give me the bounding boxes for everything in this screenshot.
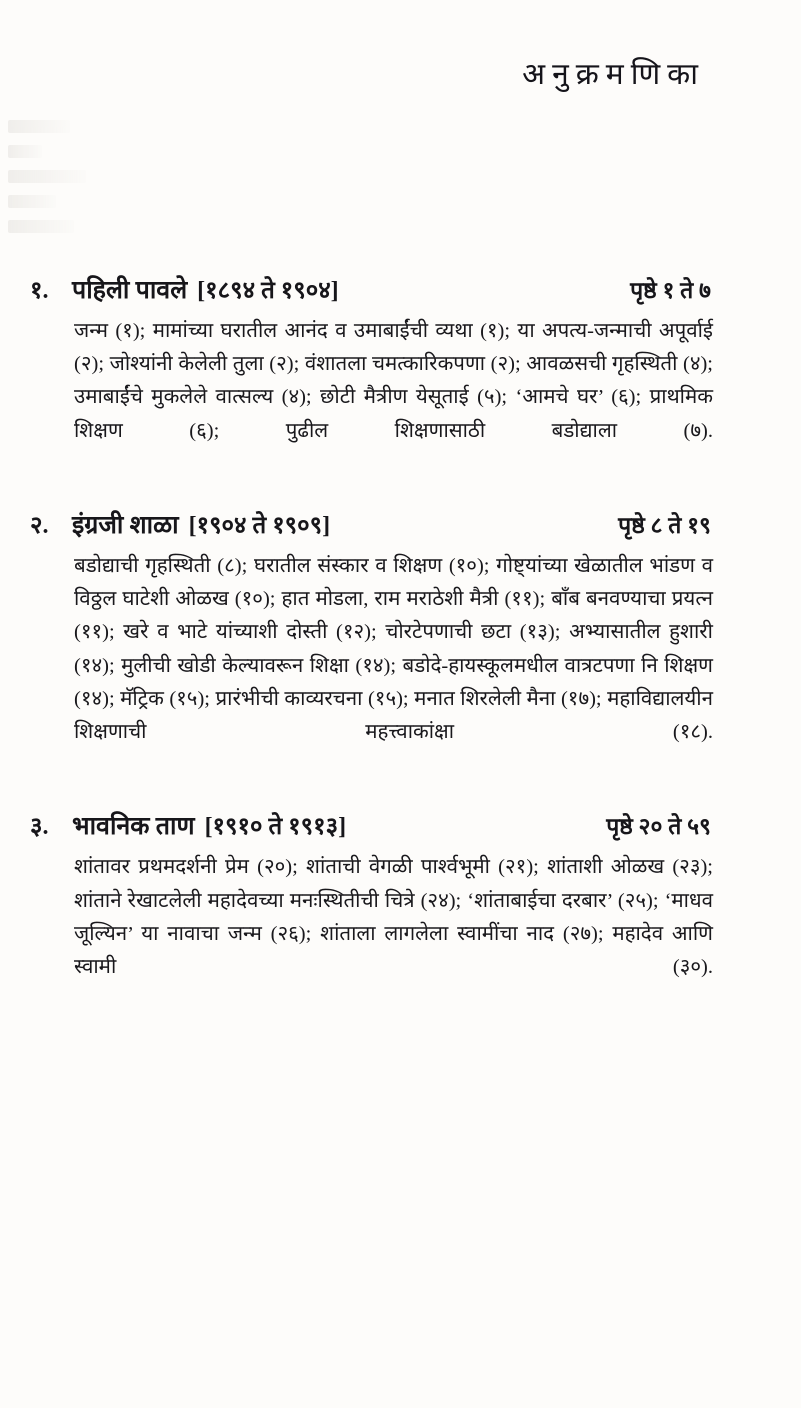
toc-entry-title[interactable]: इंग्रजी शाळा xyxy=(72,512,179,540)
toc-entry-number: २. xyxy=(30,513,49,540)
toc-entry-header-left xyxy=(30,272,339,306)
table-of-contents xyxy=(30,272,713,1043)
toc-entry-number: ३. xyxy=(30,814,49,841)
toc-entry-years: [१९०४ ते १९०९] xyxy=(188,513,331,540)
toc-entry xyxy=(30,808,713,1017)
paper-bleed-marks xyxy=(8,120,128,250)
toc-entry-summary: बडोद्याची गृहस्थिती (८); घरातील संस्कार व शिक्षण (१०); गोष्ट्यांच्या खेळातील भांडण व विठ्ठल घाटेशी ओळख (१०); हात मोडला, राम मराठेशी मैत्री (११); बाँब बनवण्याचा प्रयत्न (११); खरे व भाटे यांच्याशी दोस्ती (१२); चोरटेपणाची छटा (१३); अभ्यासातील हुशारी (१४); मुलीची खोडी केल्यावरून शिक्षा (१४); बडोदे-हायस्कूलमधील वात्रटपणा नि शिक्षण (१४); मॅट्रिक (१५); प्रारंभीची काव्यरचना (१५); मनात शिरलेली मैना (१७); महाविद्यालयीन शिक्षणाची महत्त्वाकांक्षा (१८). xyxy=(74,555,713,744)
toc-entry-years: [१८९४ ते १९०४] xyxy=(197,278,339,304)
toc-entry-years: [१९१० ते १९१३] xyxy=(204,814,347,841)
toc-entry-summary: जन्म (१); मामांच्या घरातील आनंद व उमाबाईंची व्यथा (१); या अपत्य-जन्माची अपूर्वाई (२); जोश्यांनी केलेली तुला (२); वंशातला चमत्कारिकपणा (२); आवळसची गृहस्थिती (४); उमाबाईंचे मुकलेले वात्सल्य (४); छोटी मैत्रीण येसूताई (५); ‘आमचे घर’ (६); प्राथमिक शिक्षण (६); पुढील शिक्षणासाठी बडोद्याला (७). xyxy=(74,320,713,442)
toc-entry xyxy=(30,507,713,782)
toc-entry-title[interactable]: भावनिक ताण xyxy=(72,813,195,841)
toc-entry-summary: शांतावर प्रथमदर्शनी प्रेम (२०); शांताची वेगळी पार्श्वभूमी (२१); शांताशी ओळख (२३); शांताने रेखाटलेली महादेवच्या मनःस्थितीची चित्रे (२४); ‘शांताबाईचा दरबार’ (२५); ‘माधव जूल्यिन’ या नावाचा जन्म (२६); शांताला लागलेला स्वामींचा नाद (२७); महादेव आणि स्वामी (३०). xyxy=(74,856,713,979)
toc-entry-header-left xyxy=(30,808,346,842)
toc-entry-header xyxy=(30,808,713,842)
toc-entry-pages: पृष्ठे ८ ते १९ xyxy=(618,513,711,539)
toc-entry-pages: पृष्ठे १ ते ७ xyxy=(630,278,711,303)
toc-entry xyxy=(30,272,713,481)
toc-entry-title[interactable]: पहिली पावले xyxy=(72,277,188,304)
toc-entry-pages: पृष्ठे २० ते ५९ xyxy=(606,814,711,840)
toc-entry-header xyxy=(30,272,713,306)
page-title: अनुक्रमणिका xyxy=(522,58,705,91)
toc-entry-header xyxy=(30,507,713,541)
toc-entry-number: १. xyxy=(30,278,49,304)
toc-entry-header-left xyxy=(30,507,330,541)
